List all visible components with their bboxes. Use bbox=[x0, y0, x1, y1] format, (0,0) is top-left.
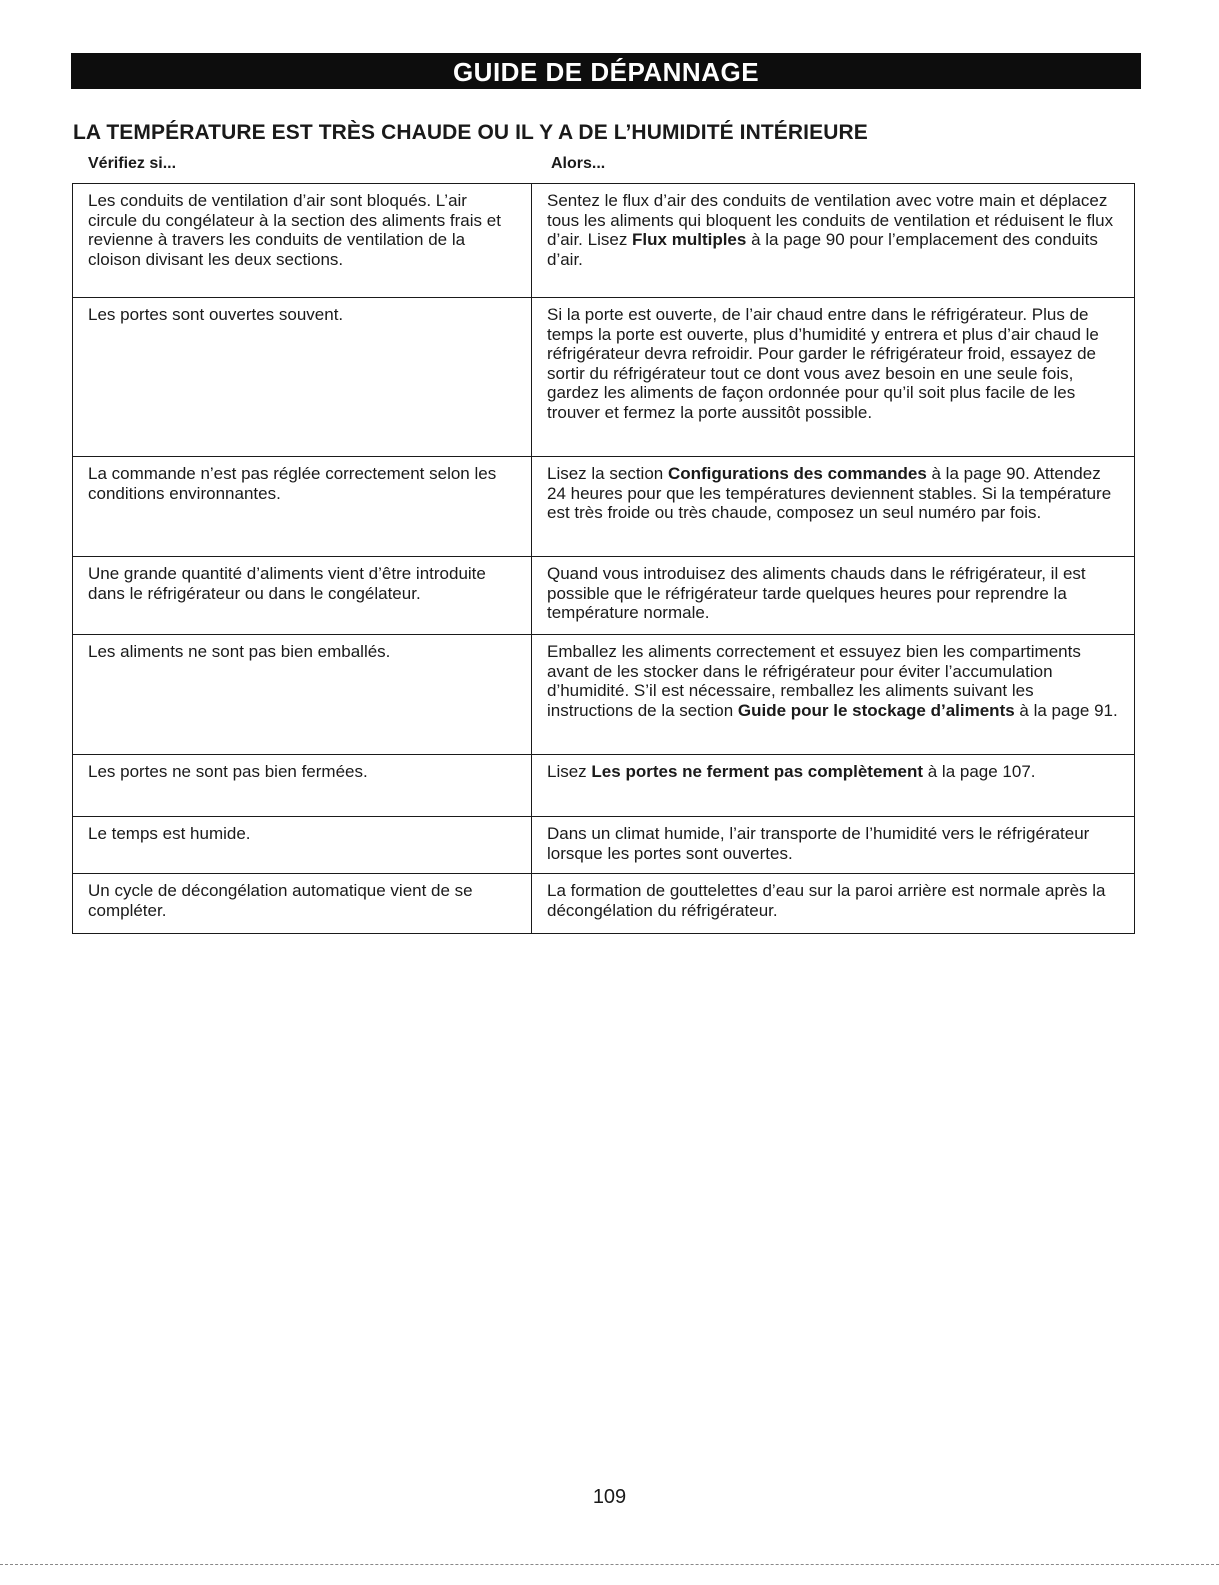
check-cell: Les portes ne sont pas bien fermées. bbox=[73, 755, 532, 817]
bold-reference: Les portes ne ferment pas complètement bbox=[591, 762, 924, 781]
bold-reference: Guide pour le stockage d’aliments bbox=[737, 700, 1015, 720]
page-bottom-rule bbox=[0, 1564, 1219, 1565]
bold-reference: Configurations des commandes bbox=[667, 464, 927, 483]
table-row bbox=[73, 817, 1135, 874]
text-run: Si la porte est ouverte, de l’air chaud entre dans le réfrigérateur. Plus de temps la porte est ouverte, plus d’humidité y entrera et plus d’air chaud le réfrigérateur devra refroidir. Pour garder le réfrigérateur froid, essayez de sortir du réfrigérateur tout ce dont vous avez besoin en une seule fois, gardez les aliments de façon ordonnée pour qu’il soit plus facile de les trouver et fermez la porte aussitôt possible. bbox=[547, 305, 1099, 422]
text-run: Dans un climat humide, l’air transporte de l’humidité vers le réfrigérateur lorsque les portes sont ouvertes. bbox=[547, 824, 1090, 863]
then-cell bbox=[532, 184, 1135, 298]
then-cell bbox=[532, 557, 1135, 635]
check-cell: La commande n’est pas réglée correctement selon les conditions environnantes. bbox=[73, 457, 532, 557]
then-cell bbox=[532, 298, 1135, 457]
column-header-check: Vérifiez si... bbox=[88, 155, 177, 172]
table-row bbox=[73, 874, 1135, 934]
bold-reference: Flux multiples bbox=[632, 230, 747, 250]
text-run: à la page 107. bbox=[923, 762, 1036, 781]
table-row bbox=[73, 184, 1135, 298]
then-cell bbox=[532, 874, 1135, 934]
then-cell bbox=[532, 635, 1135, 755]
text-run: Sentez le flux d’air des conduits de ventilation avec votre main et déplacez tous les aliments qui bloquent les conduits de ventilation et réduisent le flux d’air. Lisez bbox=[547, 191, 1114, 250]
text-run: à la page 90 pour l’emplacement des conduits d’air. bbox=[547, 230, 1098, 269]
section-title: LA TEMPÉRATURE EST TRÈS CHAUDE OU IL Y A DE L’HUMIDITÉ INTÉRIEURE bbox=[73, 121, 868, 144]
text-run: Emballez les aliments correctement et essuyez bien les compartiments avant de les stocker dans le réfrigérateur pour éviter l’accumulation d’humidité. S’il est nécessaire, remballez les aliments suivant les instructions de la section bbox=[547, 642, 1081, 720]
text-run: Lisez bbox=[547, 762, 592, 781]
then-cell bbox=[532, 457, 1135, 557]
column-header-then: Alors... bbox=[551, 155, 606, 172]
text-run: La formation de gouttelettes d’eau sur la paroi arrière est normale après la décongélation du réfrigérateur. bbox=[547, 881, 1106, 920]
check-cell: Le temps est humide. bbox=[73, 817, 532, 874]
check-cell: Un cycle de décongélation automatique vient de se compléter. bbox=[73, 874, 532, 934]
check-cell: Les aliments ne sont pas bien emballés. bbox=[73, 635, 532, 755]
table-row bbox=[73, 755, 1135, 817]
check-cell: Les conduits de ventilation d’air sont bloqués. L’air circule du congélateur à la section des aliments frais et revienne à travers les conduits de ventilation de la cloison divisant les deux sections. bbox=[73, 184, 532, 298]
page-number: 109 bbox=[592, 1486, 627, 1508]
text-run: Quand vous introduisez des aliments chauds dans le réfrigérateur, il est possible que le réfrigérateur tarde quelques heures pour reprendre la température normale. bbox=[547, 564, 1086, 623]
table-row bbox=[73, 557, 1135, 635]
text-run: Lisez la section bbox=[547, 464, 668, 483]
table-row bbox=[73, 457, 1135, 557]
check-cell: Les portes sont ouvertes souvent. bbox=[73, 298, 532, 457]
guide-banner: GUIDE DE DÉPANNAGE bbox=[71, 53, 1141, 89]
text-run: à la page 91. bbox=[1014, 700, 1118, 720]
text-run: à la page 90. Attendez 24 heures pour que les températures deviennent stables. Si la température est très froide ou très chaude, composez un seul numéro par fois. bbox=[547, 464, 1112, 523]
table-row bbox=[73, 635, 1135, 755]
table-row bbox=[73, 298, 1135, 457]
check-cell: Une grande quantité d’aliments vient d’être introduite dans le réfrigérateur ou dans le congélateur. bbox=[73, 557, 532, 635]
then-cell bbox=[532, 817, 1135, 874]
then-cell bbox=[532, 755, 1135, 817]
troubleshooting-table bbox=[72, 183, 1135, 934]
